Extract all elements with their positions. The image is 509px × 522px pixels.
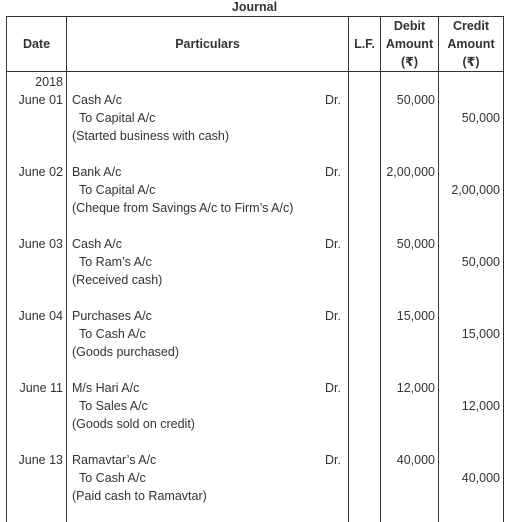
entry-credit-account: To Ram’s A/c [79,255,152,269]
entry-debit-amount: 50,000 [396,93,435,107]
entry-debit-account: Purchases A/c [72,309,152,323]
entry-credit-account: To Cash A/c [79,471,146,485]
entry-credit-amount: 50,000 [461,111,500,125]
entry-debit-amount: 50,000 [396,237,435,251]
entry-credit-account: To Cash A/c [79,327,146,341]
entry-narration: (Received cash) [72,273,163,287]
entry-dr-label: Dr. [325,381,341,395]
entry-debit-amount: 2,00,000 [386,165,435,179]
header-particulars: Particulars [175,37,240,51]
entry-date: June 01 [18,93,63,107]
entry-credit-account: To Capital A/c [79,111,156,125]
entry-dr-label: Dr. [325,237,341,251]
entry-credit-amount: 50,000 [461,255,500,269]
column-rule-particulars [348,17,349,522]
header-credit-line3: (₹) [462,55,480,69]
entry-debit-account: Ramavtar’s A/c [72,453,157,467]
entry-dr-label: Dr. [325,165,341,179]
header-debit-amount [381,17,438,71]
header-rule [7,71,503,72]
entry-date: June 04 [18,309,63,323]
journal-table [6,16,504,522]
header-debit-line2: Amount [385,37,434,51]
entry-credit-amount: 12,000 [461,399,500,413]
entry-credit-account: To Capital A/c [79,183,156,197]
column-rule-date [66,17,67,522]
entry-date: June 11 [19,381,63,395]
entry-narration: (Cheque from Savings A/c to Firm’s A/c) [72,201,294,215]
entry-narration: (Started business with cash) [72,129,230,143]
entry-debit-amount: 12,000 [396,381,435,395]
header-debit-line1: Debit [393,19,426,33]
journal-title: Journal [231,0,278,14]
header-lf: L.F. [354,37,375,51]
year-label: 2018 [35,75,63,89]
header-credit-amount [439,17,503,71]
entry-debit-amount: 15,000 [396,309,435,323]
entry-narration: (Goods sold on credit) [72,417,195,431]
entry-date: June 03 [18,237,63,251]
entry-debit-account: Bank A/c [72,165,122,179]
entry-debit-account: Cash A/c [72,237,123,251]
header-credit-line1: Credit [452,19,490,33]
entry-debit-account: M/s Hari A/c [72,381,140,395]
entry-dr-label: Dr. [325,93,341,107]
entry-credit-account: To Sales A/c [79,399,148,413]
entry-narration: (Goods purchased) [72,345,180,359]
entry-date: June 13 [18,453,63,467]
entry-credit-amount: 40,000 [461,471,500,485]
entry-credit-amount: 15,000 [461,327,500,341]
entry-dr-label: Dr. [325,453,341,467]
header-debit-line3: (₹) [400,55,419,69]
header-date: Date [22,37,51,51]
entry-debit-account: Cash A/c [72,93,123,107]
entry-dr-label: Dr. [325,309,341,323]
entry-credit-amount: 2,00,000 [451,183,500,197]
entry-debit-amount: 40,000 [396,453,435,467]
header-credit-line2: Amount [447,37,495,51]
entry-date: June 02 [18,165,63,179]
entry-narration: (Paid cash to Ramavtar) [72,489,207,503]
